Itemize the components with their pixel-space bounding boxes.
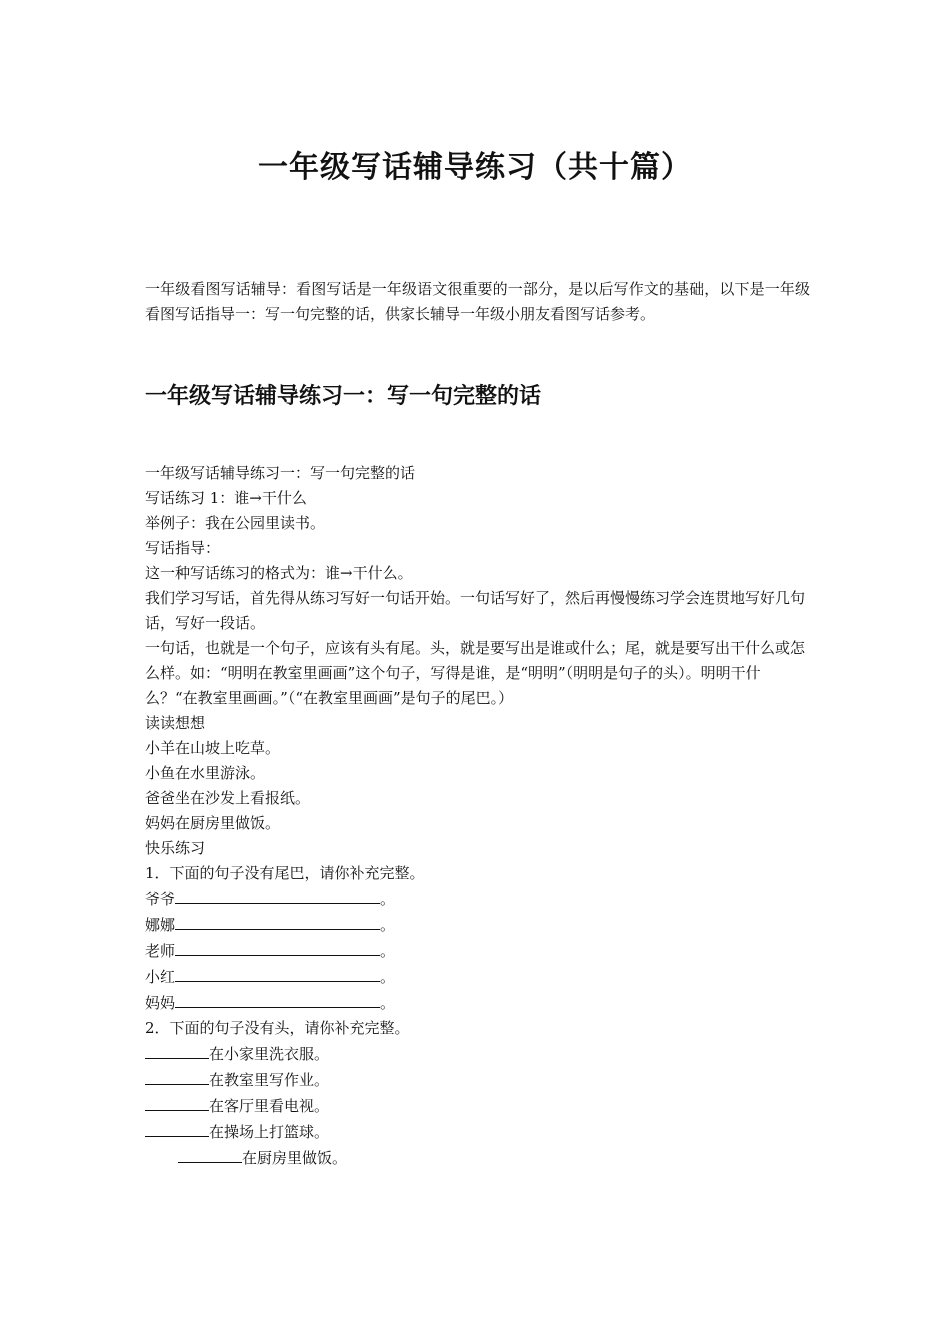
example-sentence: 妈妈在厨房里做饭。 [145,814,281,832]
exercise-predicate: 在小家里洗衣服。 [209,1045,330,1063]
body-line: 这一种写话练习的格式为：谁→干什么。 [145,564,413,582]
exercise-end: 。 [380,942,396,960]
body-line: 一年级写话辅导练习一：写一句完整的话 [145,464,416,482]
intro-paragraph: 一年级看图写话辅导：看图写话是一年级语文很重要的一部分，是以后写作文的基础，以下是一年级看图写话指导一：写一句完整的话，供家长辅导一年级小朋友看图写话参考。 [145,280,810,323]
answer-blank [145,1093,209,1111]
tail-exercise-line [145,964,810,990]
answer-blank [175,990,380,1008]
exercise-subject: 娜娜 [145,916,176,934]
exercise-predicate: 在教室里写作业。 [209,1071,330,1089]
answer-blank [175,938,380,956]
exercise-predicate: 在操场上打篮球。 [209,1123,330,1141]
answer-blank [175,964,380,982]
exercise-end: 。 [380,968,396,986]
section-label-practice: 快乐练习 [145,839,206,857]
exercise-end: 。 [380,916,396,934]
answer-blank [175,886,380,904]
document-title: 一年级写话辅导练习（共十篇） [258,150,692,185]
exercise-subject: 小红 [145,968,176,986]
answer-blank [145,1067,209,1085]
tail-exercise-line [145,990,810,1016]
example-sentence: 爸爸坐在沙发上看报纸。 [145,789,311,807]
tail-exercise-line [145,938,810,964]
answer-blank [145,1041,209,1059]
body-line: 写话指导： [145,539,221,557]
exercise-end: 。 [380,994,396,1012]
exercise-instruction: 2．下面的句子没有头，请你补充完整。 [145,1019,410,1037]
exercise-predicate: 在客厅里看电视。 [209,1097,330,1115]
body-paragraph: 我们学习写话，首先得从练习写好一句话开始。一句话写好了，然后再慢慢练习学会连贯地写好几句话，写好一段话。 [145,589,806,632]
exercise-subject: 老师 [145,942,176,960]
example-sentence: 小鱼在水里游泳。 [145,764,266,782]
exercise-end: 。 [380,890,396,908]
exercise-subject: 妈妈 [145,994,176,1012]
head-exercise-line [145,1145,810,1171]
answer-blank [175,912,380,930]
exercise-instruction: 1．下面的句子没有尾巴，请你补充完整。 [145,864,425,882]
exercise-body [145,461,810,1171]
section-heading: 一年级写话辅导练习一：写一句完整的话 [145,384,542,409]
exercise-subject: 爷爷 [145,890,176,908]
body-paragraph: 一句话，也就是一个句子，应该有头有尾。头，就是要写出是谁或什么；尾，就是要写出干什么或怎么样。如：“明明在教室里画画”这个句子，写得是谁，是“明明”（明明是句子的头）。明明干什么？“在教室里画画。”（“在教室里画画”是句子的尾巴。） [145,639,806,707]
head-exercise-line [145,1093,810,1119]
section-label-read: 读读想想 [145,714,206,732]
tail-exercise-line [145,912,810,938]
example-sentence: 小羊在山坡上吃草。 [145,739,281,757]
head-exercise-line [145,1041,810,1067]
head-exercise-line [145,1067,810,1093]
body-line: 写话练习 1：谁→干什么 [145,489,307,507]
answer-blank [145,1119,209,1137]
body-line: 举例子：我在公园里读书。 [145,514,326,532]
tail-exercise-line [145,886,810,912]
head-exercise-line [145,1119,810,1145]
exercise-predicate: 在厨房里做饭。 [242,1149,348,1167]
answer-blank [178,1145,242,1163]
